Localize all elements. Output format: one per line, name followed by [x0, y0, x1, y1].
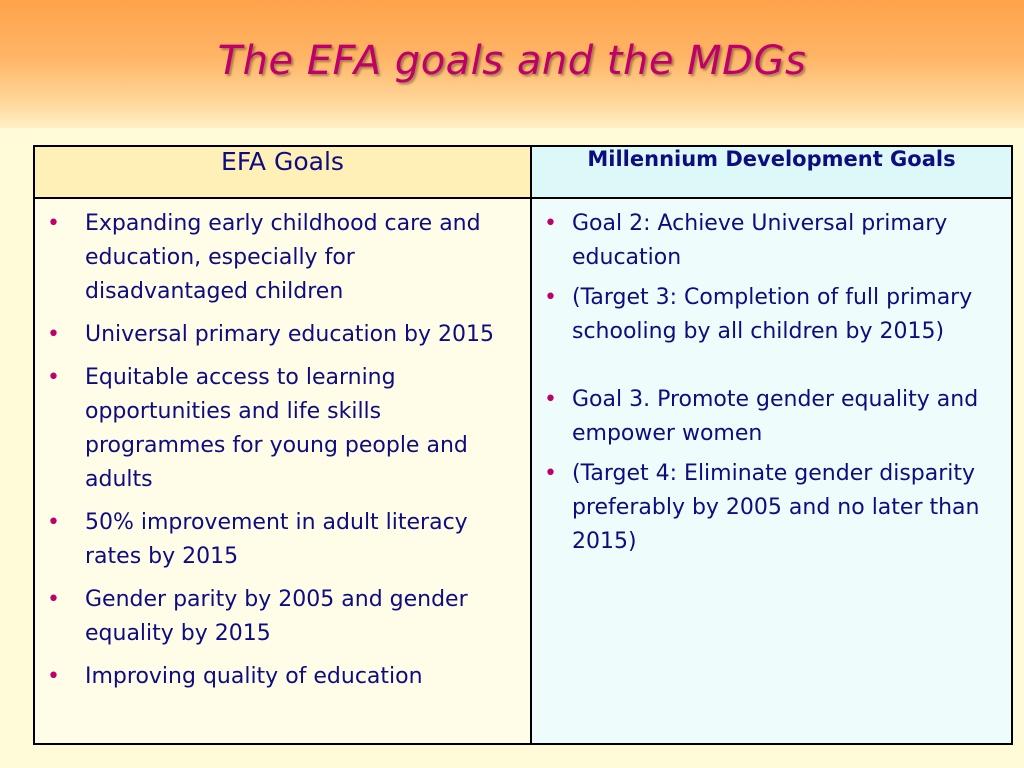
efa-goal-item — [35, 583, 530, 651]
bullet-icon: • — [47, 322, 60, 347]
bullet-icon: • — [47, 664, 60, 689]
bullet-icon: • — [544, 461, 557, 486]
bullet-icon: • — [544, 285, 557, 310]
efa-goal-text: Improving quality of education — [85, 664, 423, 689]
mdg-item — [532, 281, 1011, 349]
table-header-row — [34, 146, 1012, 198]
efa-goal-item — [35, 361, 530, 497]
mdg-list — [532, 199, 1011, 559]
bullet-icon: • — [544, 211, 557, 236]
efa-goals-list — [35, 199, 530, 694]
efa-goal-text: Gender parity by 2005 and gender equality by 2015 — [85, 587, 468, 646]
efa-goal-text: Expanding early childhood care and education, especially for disadvantaged children — [85, 211, 481, 304]
mdg-text: Goal 2: Achieve Universal primary education — [572, 211, 948, 270]
table-body-row — [34, 198, 1012, 744]
efa-goal-item — [35, 660, 530, 694]
mdg-header: Millennium Development Goals — [531, 146, 1012, 198]
mdg-cell — [531, 198, 1012, 744]
efa-goal-item — [35, 318, 530, 352]
mdg-item — [532, 207, 1011, 275]
bullet-icon: • — [544, 387, 557, 412]
efa-goals-header: EFA Goals — [34, 146, 531, 198]
efa-goals-cell — [34, 198, 531, 744]
efa-goal-text: Universal primary education by 2015 — [85, 322, 495, 347]
mdg-item — [532, 383, 1011, 451]
efa-goal-item — [35, 506, 530, 574]
bullet-icon: • — [47, 587, 60, 612]
efa-goal-text: 50% improvement in adult literacy rates by 2015 — [85, 510, 468, 569]
mdg-text: Goal 3. Promote gender equality and empower women — [572, 387, 979, 446]
mdg-item — [532, 457, 1011, 559]
bullet-icon: • — [47, 211, 60, 236]
goals-table — [33, 145, 1013, 745]
bullet-icon: • — [47, 365, 60, 390]
bullet-icon: • — [47, 510, 60, 535]
mdg-text: (Target 3: Completion of full primary schooling by all children by 2015) — [572, 285, 973, 344]
slide-title: The EFA goals and the MDGs — [217, 38, 807, 84]
efa-goal-item — [35, 207, 530, 309]
mdg-text: (Target 4: Eliminate gender disparity preferably by 2005 and no later than 2015) — [572, 461, 980, 554]
efa-goal-text: Equitable access to learning opportunities and life skills programmes for young people and adults — [85, 365, 468, 492]
